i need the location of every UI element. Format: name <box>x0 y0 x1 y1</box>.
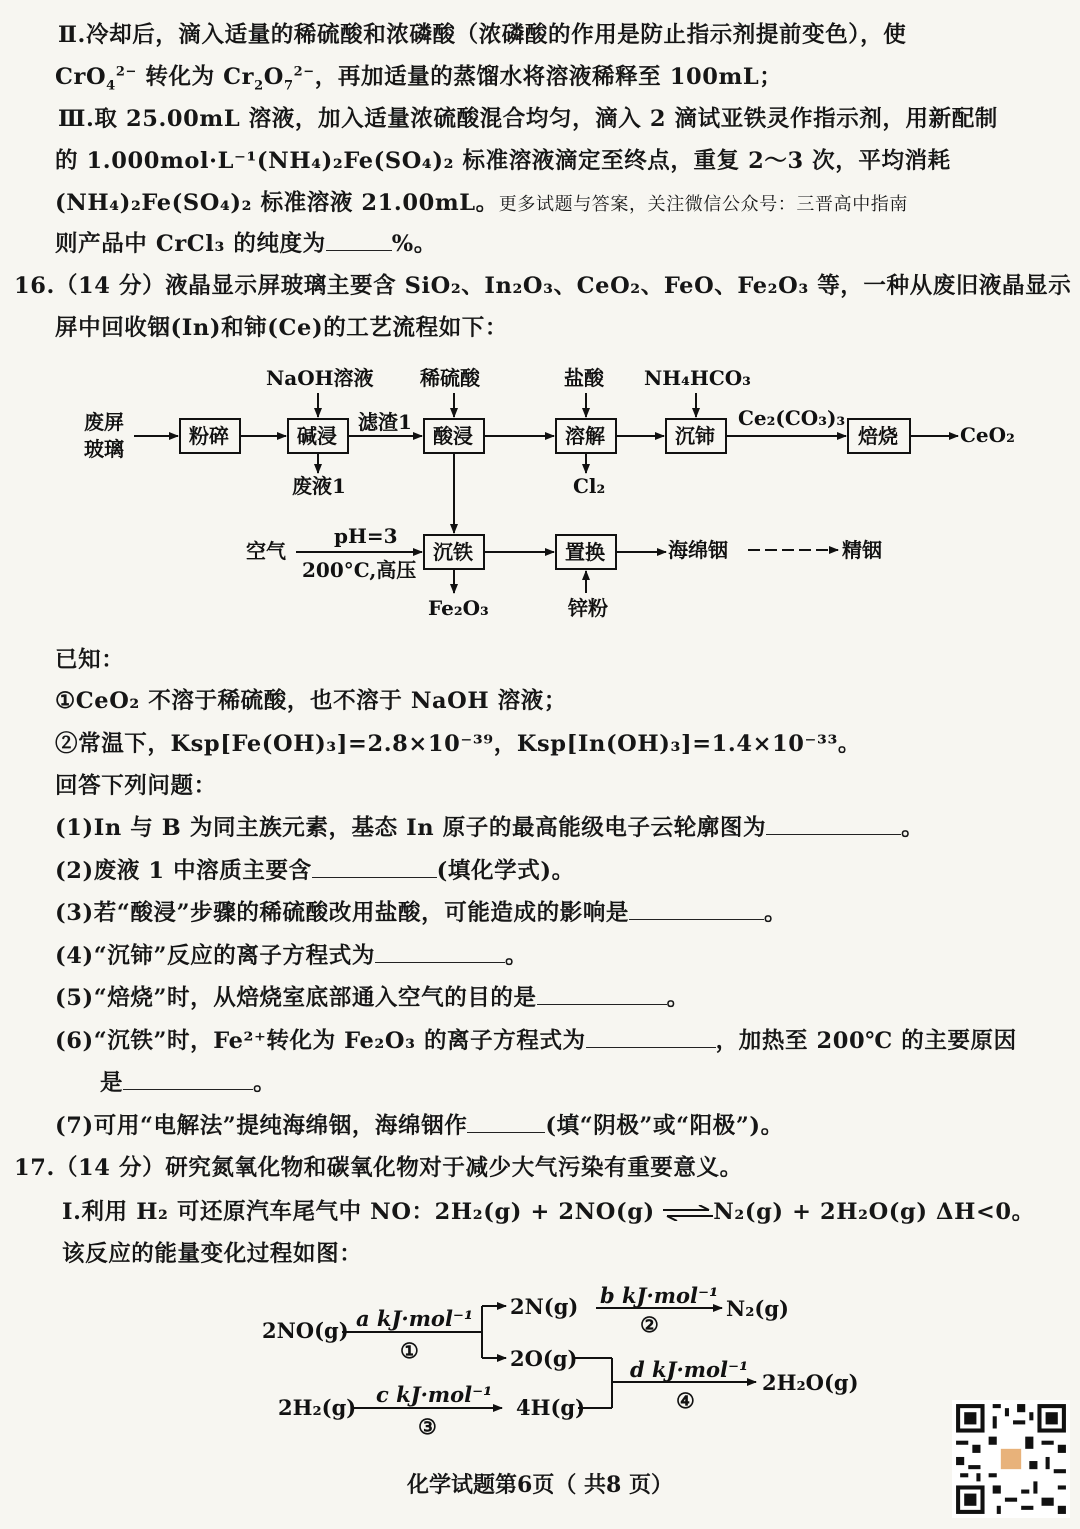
known-title: 已知： <box>55 647 125 673</box>
flow-pure: 精铟 <box>842 538 882 562</box>
q17-line1: 17.（14 分）研究氮氧化物和碳氧化物对于减少大气污染有重要意义。 <box>14 1155 743 1181</box>
part-ii-line2: CrO$_4^{2-}$ 转化为 $Cr_2O_7^{2-}$，再加适量的蒸馏水将溶液稀释至 100mL； <box>55 64 783 94</box>
label-a: a kJ·mol⁻¹ <box>356 1306 474 1331</box>
species-2o: 2O(g) <box>510 1346 578 1371</box>
answer-title: 回答下列问题： <box>55 773 217 799</box>
q16-line2: 屏中回收铟(In)和铈(Ce)的工艺流程如下： <box>55 315 508 341</box>
flow-waste1: 废液1 <box>292 474 346 498</box>
flow-start-2: 玻璃 <box>84 437 124 461</box>
known-1: ①CeO₂ 不溶于稀硫酸，也不溶于 NaOH 溶液； <box>55 688 567 714</box>
q16-7: (7)可用“电解法”提纯海绵铟，海绵铟作 (填“阴极”或“阳极”)。 <box>55 1113 784 1139</box>
label-d: d kJ·mol⁻¹ <box>630 1357 749 1382</box>
answer-blank-5 <box>537 984 667 1005</box>
flow-ceo2: CeO₂ <box>960 423 1015 447</box>
flow-zn: 锌粉 <box>568 596 608 620</box>
box-dissolve: 溶解 <box>565 424 605 448</box>
box-precip-fe: 沉铁 <box>433 540 473 564</box>
step-4: ④ <box>676 1388 695 1413</box>
part-iii-line2: 的 1.000mol·L⁻¹(NH₄)₂Fe(SO₄)₂ 标准溶液滴定至终点，重复 2～3 次，平均消耗 <box>55 148 951 174</box>
process-flow-chart <box>0 355 1080 635</box>
flow-ce2co3: Ce₂(CO₃)₃ <box>738 406 846 430</box>
q16-3: (3)若“酸浸”步骤的稀硫酸改用盐酸，可能造成的影响是 。 <box>55 900 788 926</box>
q16-5: (5)“焙烧”时，从焙烧室底部通入空气的目的是 。 <box>55 985 690 1011</box>
answer-blank-4 <box>375 942 505 963</box>
box-alkali: 碱浸 <box>297 424 337 448</box>
qr-code-icon <box>952 1400 1070 1518</box>
flow-air: 空气 <box>246 539 286 563</box>
step-3: ③ <box>418 1414 437 1439</box>
box-acid: 酸浸 <box>433 424 473 448</box>
species-2h2o: 2H₂O(g) <box>762 1370 859 1395</box>
step-1: ① <box>400 1338 419 1363</box>
flow-residue1: 滤渣1 <box>358 410 412 434</box>
flow-ph: pH=3 <box>334 524 398 548</box>
part-iii-line4: 则产品中 CrCl₃ 的纯度为 %。 <box>55 231 437 257</box>
flow-cond: 200°C,高压 <box>302 558 417 582</box>
flow-naoh: NaOH溶液 <box>266 366 374 390</box>
step-2: ② <box>640 1312 659 1337</box>
flow-hcl: 盐酸 <box>564 366 604 390</box>
q16-6-cont: 是 。 <box>100 1070 277 1096</box>
flow-sponge: 海绵铟 <box>668 538 728 562</box>
flow-start-1: 废屏 <box>84 410 124 434</box>
energy-process-diagram <box>0 1280 940 1450</box>
box-replace: 置换 <box>565 540 605 564</box>
part-ii-line1: Ⅱ.冷却后，滴入适量的稀硫酸和浓磷酸（浓磷酸的作用是防止指示剂提前变色），使 <box>58 22 907 48</box>
answer-blank-2 <box>312 857 437 878</box>
box-roast: 焙烧 <box>858 424 898 448</box>
flow-fe2o3: Fe₂O₃ <box>428 596 489 620</box>
species-2h2: 2H₂(g) <box>278 1395 357 1420</box>
label-b: b kJ·mol⁻¹ <box>600 1283 719 1308</box>
answer-blank-3 <box>629 899 764 920</box>
answer-blank-purity <box>326 230 392 251</box>
species-2n: 2N(g) <box>510 1294 579 1319</box>
box-precip-ce: 沉铈 <box>675 424 715 448</box>
answer-blank-7 <box>467 1112 545 1133</box>
q16-6: (6)“沉铁”时，Fe²⁺转化为 Fe₂O₃ 的离子方程式为 ，加热至 200℃ 的主要原因 <box>55 1028 1017 1054</box>
q17-line3: 该反应的能量变化过程如图： <box>62 1241 363 1267</box>
q16-2: (2)废液 1 中溶质主要含 (填化学式)。 <box>55 858 575 884</box>
flow-nh4hco3: NH₄HCO₃ <box>644 366 751 390</box>
species-2no: 2NO(g) <box>262 1318 349 1343</box>
answer-blank-1 <box>766 814 901 835</box>
species-4h: 4H(g) <box>516 1395 586 1420</box>
species-n2: N₂(g) <box>726 1296 789 1321</box>
part-iii-line3: (NH₄)₂Fe(SO₄)₂ 标准溶液 21.00mL。更多试题与答案，关注微信公众号：三晋高中指南 <box>55 190 908 216</box>
known-2: ②常温下，Ksp[Fe(OH)₃]=2.8×10⁻³⁹，Ksp[In(OH)₃]=1.4×10⁻³³。 <box>55 731 862 757</box>
q17-line2: Ⅰ.利用 H₂ 可还原汽车尾气中 NO：2H₂(g) + 2NO(g) N₂(g) + 2H₂O(g) ΔH<0。 <box>62 1199 1035 1225</box>
equilibrium-arrow-icon <box>663 1205 713 1221</box>
flow-h2so4: 稀硫酸 <box>420 366 480 390</box>
q16-1: (1)In 与 B 为同主族元素，基态 In 原子的最高能级电子云轮廓图为 。 <box>55 815 925 841</box>
flow-cl2: Cl₂ <box>573 474 606 498</box>
q16-4: (4)“沉铈”反应的离子方程式为 。 <box>55 943 529 969</box>
part-iii-line1: Ⅲ.取 25.00mL 溶液，加入适量浓硫酸混合均匀，滴入 2 滴试亚铁灵作指示剂，用新配制 <box>58 106 998 132</box>
q16-line1: 16.（14 分）液晶显示屏玻璃主要含 SiO₂、In₂O₃、CeO₂、FeO、Fe₂O₃ 等，一种从废旧液晶显示 <box>14 273 1072 299</box>
answer-blank-6b <box>123 1069 253 1090</box>
page-footer: 化学试题第6页（ 共8 页） <box>407 1472 673 1498</box>
box-crush: 粉碎 <box>189 424 229 448</box>
label-c: c kJ·mol⁻¹ <box>376 1382 493 1407</box>
answer-blank-6a <box>586 1027 716 1048</box>
ad-text: 更多试题与答案，关注微信公众号：三晋高中指南 <box>498 194 908 215</box>
